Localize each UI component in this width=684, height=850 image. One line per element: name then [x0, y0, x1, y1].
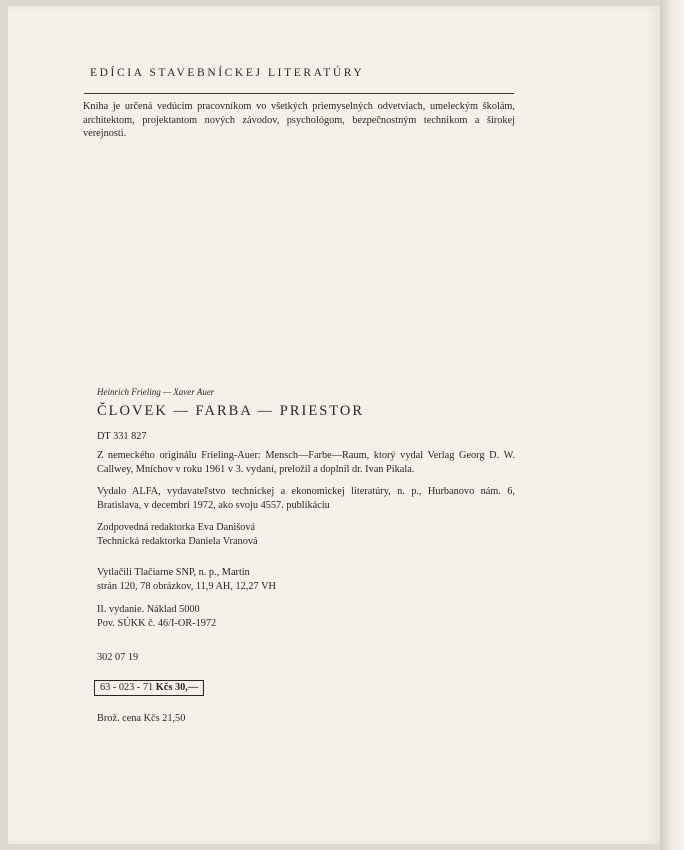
- dt-code: DT 331 827: [97, 431, 147, 442]
- page-edge: [660, 0, 684, 850]
- permit-number: Pov. SÚKK č. 46/I-OR-1972: [97, 618, 217, 629]
- printing-info: [97, 566, 515, 594]
- series-title: EDÍCIA STAVEBNÍCKEJ LITERATÚRY: [90, 67, 365, 79]
- price-code: 63 - 023 - 71: [100, 682, 154, 693]
- intended-audience-text: Kniha je určená vedúcim pracovníkom vo všetkých priemyselných odvetviach, umeleckým školám, architektom, projektantom nových závodov, psychológom, bezpečnostným technikom a širokej verejnosti.: [83, 101, 515, 140]
- price-box: [94, 680, 204, 696]
- editors: [97, 521, 515, 549]
- page-count: strán 120, 78 obrázkov, 11,9 AH, 12,27 VH: [97, 581, 276, 592]
- horizontal-rule: [84, 93, 514, 94]
- book-title: ČLOVEK — FARBA — PRIESTOR: [97, 403, 364, 419]
- printer: Vytlačili Tlačiarne SNP, n. p., Martin: [97, 567, 250, 578]
- responsible-editor: Zodpovedná redaktorka Eva Danišová: [97, 522, 256, 533]
- edition-run: II. vydanie. Náklad 5000: [97, 604, 200, 615]
- publisher-note: Vydalo ALFA, vydavateľstvo technickej a ekonomickej literatúry, n. p., Hurbanovo nám. 6, Bratislava, v decembri 1972, ako svoju 4557. publikáciu: [97, 486, 515, 511]
- edition-info: [97, 603, 515, 631]
- paperback-price: Brož. cena Kčs 21,50: [97, 713, 186, 724]
- catalog-code: 302 07 19: [97, 652, 139, 663]
- technical-editor: Technická redaktorka Daniela Vranová: [97, 536, 258, 547]
- original-edition-note: Z nemeckého originálu Frieling-Auer: Mensch—Farbe—Raum, ktorý vydal Verlag Georg D. W. Callwey, Mníchov v roku 1961 v 3. vydaní, preložil a doplnil dr. Ivan Pikala.: [97, 450, 515, 475]
- price: Kčs 30,—: [155, 682, 199, 693]
- authors: Heinrich Frieling — Xaver Auer: [97, 387, 215, 397]
